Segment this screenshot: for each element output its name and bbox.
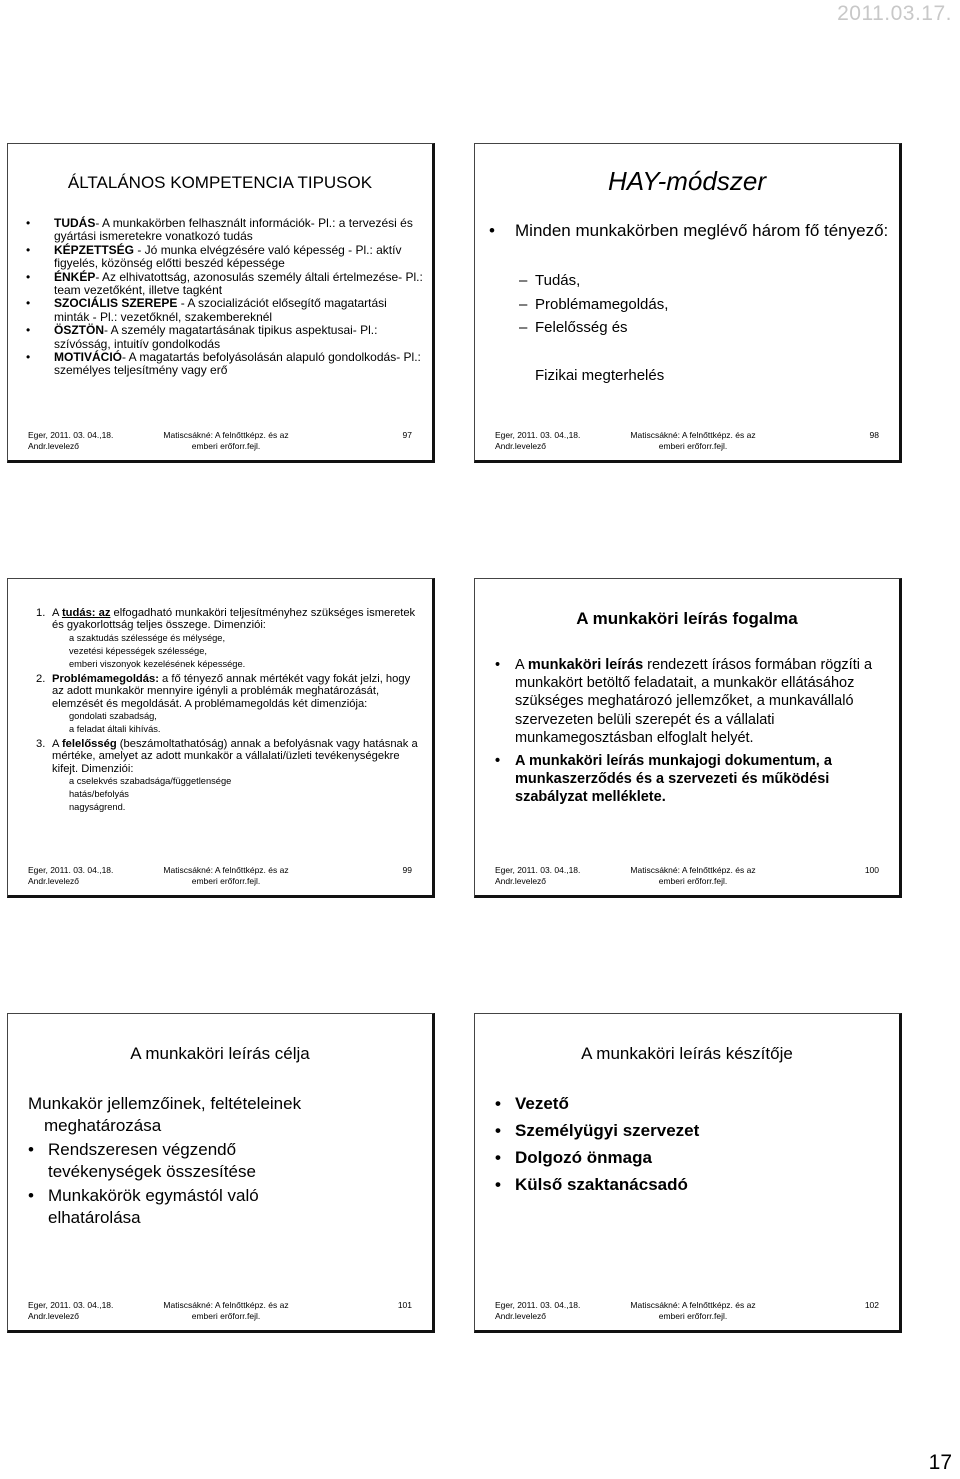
list-item: • TUDÁS- A munkakörben felhasznált információk- Pl.: a tervezési és gyártási ismeretekre vonatkozó tudás xyxy=(24,217,424,244)
list-item: • A munkaköri leírás rendezett írásos formában rögzíti a munkakört betöltő feladatait, a munkakör ellátásához szükséges meghatározó jellemzőket, a munkavállaló szervezeten belüli szerepét és a vállalati munkamegosztásban elfoglalt helyét. xyxy=(495,656,891,747)
slide-footer: Eger, 2011. 03. 04.,18. Andr.levelező Matiscsákné: A felnőttképz. és az emberi erőforr.fejl. 100 xyxy=(495,865,879,886)
factor-list xyxy=(519,269,668,340)
list-item: • ÉNKÉP- Az elhivatottság, azonosulás személy általi értelmezése- Pl.: team vezetőként, illetve tagként xyxy=(24,271,424,298)
competence-list xyxy=(24,217,424,378)
intro-bullet: • Minden munkakörben meglévő három fő tényező: xyxy=(489,220,891,242)
slide-number: 101 xyxy=(397,1300,412,1310)
slide-101 xyxy=(7,1013,435,1333)
list-item: – Felelősség és xyxy=(519,316,668,340)
slide-number: 97 xyxy=(402,430,412,440)
list-item: 1. A tudás: az elfogadható munkaköri teljesítményhez szükséges ismeretek és gyakorlottság teljes összege. Dimenziói: a szaktudás szélessége és mélysége, vezetési képességek szélessége, emberi viszonyok kezelésének képessége. xyxy=(36,607,416,669)
slide-number: 99 xyxy=(402,865,412,875)
list-item: • Dolgozó önmaga xyxy=(495,1147,699,1169)
list-item: • Vezető xyxy=(495,1093,699,1115)
list-item: • Munkakörök egymástól való elhatárolása xyxy=(28,1185,424,1229)
list-item: 3. A felelősség (beszámoltathatóság) annak a befolyásnak vagy hatásnak a mértéke, amelyet az adott munkakör a vállalati/üzleti tevékenységekre kifejt. Dimenziói: a cselekvés szabadsága/függetlensége hatás/befolyás nagyságrend. xyxy=(36,738,418,813)
list-item: 2. Problémamegoldás: a fő tényező annak mértékét vagy fokát jelzi, hogy az adott munkakör mennyire igényli a problémák meghatározását, elemzését és megoldását. A problémamegoldás két dimenziója: gondolati szabadság, a feladat általi kihívás. xyxy=(36,672,411,735)
list-item: • Rendszeresen végzendő tevékenységek összesítése xyxy=(28,1139,424,1183)
extra-factor: Fizikai megterhelés xyxy=(535,367,665,384)
slide-title: A munkaköri leírás fogalma xyxy=(576,609,798,628)
list-item: • ÖSZTÖN- A személy magatartásának tipikus aspektusai- Pl.: szívósság, intuitív gondolkodás xyxy=(24,324,424,351)
list-item: Munkakör jellemzőinek, feltételeinek meghatározása xyxy=(28,1094,302,1135)
slide-title: A munkaköri leírás célja xyxy=(130,1044,310,1063)
slide-100 xyxy=(474,578,902,898)
slide-title: ÁLTALÁNOS KOMPETENCIA TIPUSOK xyxy=(67,173,373,192)
numbered-list xyxy=(36,607,418,814)
list-item: • KÉPZETTSÉG - Jó munka elvégzésére való képesség - Pl.: aktív figyelés, közönség előtti beszéd képessége xyxy=(24,244,424,271)
list-item: • MOTIVÁCIÓ- A magatartás befolyásolásán alapuló gondolkodás- Pl.: személyes teljesítmény vagy erő xyxy=(24,351,424,378)
slide-97 xyxy=(7,143,435,463)
slide-98 xyxy=(474,143,902,463)
purpose-list xyxy=(28,1093,424,1231)
slide-footer: Eger, 2011. 03. 04.,18. Andr.levelező Matiscsákné: A felnőttképz. és az emberi erőforr.fejl. 99 xyxy=(28,865,412,886)
slide-footer: Eger, 2011. 03. 04.,18. Andr.levelező Matiscsákné: A felnőttképz. és az emberi erőforr.fejl. 101 xyxy=(28,1300,412,1321)
slide-99 xyxy=(7,578,435,898)
slide-footer: Eger, 2011. 03. 04.,18. Andr.levelező Matiscsákné: A felnőttképz. és az emberi erőforr.fejl. 97 xyxy=(28,430,412,451)
slide-number: 102 xyxy=(864,1300,879,1310)
slide-title: A munkaköri leírás készítője xyxy=(581,1044,793,1063)
page-date: 2011.03.17. xyxy=(837,2,952,25)
slide-number: 98 xyxy=(869,430,879,440)
list-item: • SZOCIÁLIS SZEREPE - A szocializációt elősegítő magatartási minták - Pl.: vezetőknél, szakembereknél xyxy=(24,297,424,324)
slide-footer: Eger, 2011. 03. 04.,18. Andr.levelező Matiscsákné: A felnőttképz. és az emberi erőforr.fejl. 98 xyxy=(495,430,879,451)
list-item: • Külső szaktanácsadó xyxy=(495,1174,699,1196)
author-list xyxy=(495,1093,699,1201)
page-number: 17 xyxy=(928,1451,952,1474)
slide-footer: Eger, 2011. 03. 04.,18. Andr.levelező Matiscsákné: A felnőttképz. és az emberi erőforr.fejl. 102 xyxy=(495,1300,879,1321)
definition-list xyxy=(495,656,891,812)
list-item: • Személyügyi szervezet xyxy=(495,1120,699,1142)
slide-102 xyxy=(474,1013,902,1333)
list-item: – Problémamegoldás, xyxy=(519,293,668,317)
slide-number: 100 xyxy=(864,865,879,875)
list-item: – Tudás, xyxy=(519,269,668,293)
slide-title: HAY-módszer xyxy=(608,166,766,196)
list-item: • A munkaköri leírás munkajogi dokumentum, a munkaszerződés és a szervezeti és működési szabályzat melléklete. xyxy=(495,752,891,807)
